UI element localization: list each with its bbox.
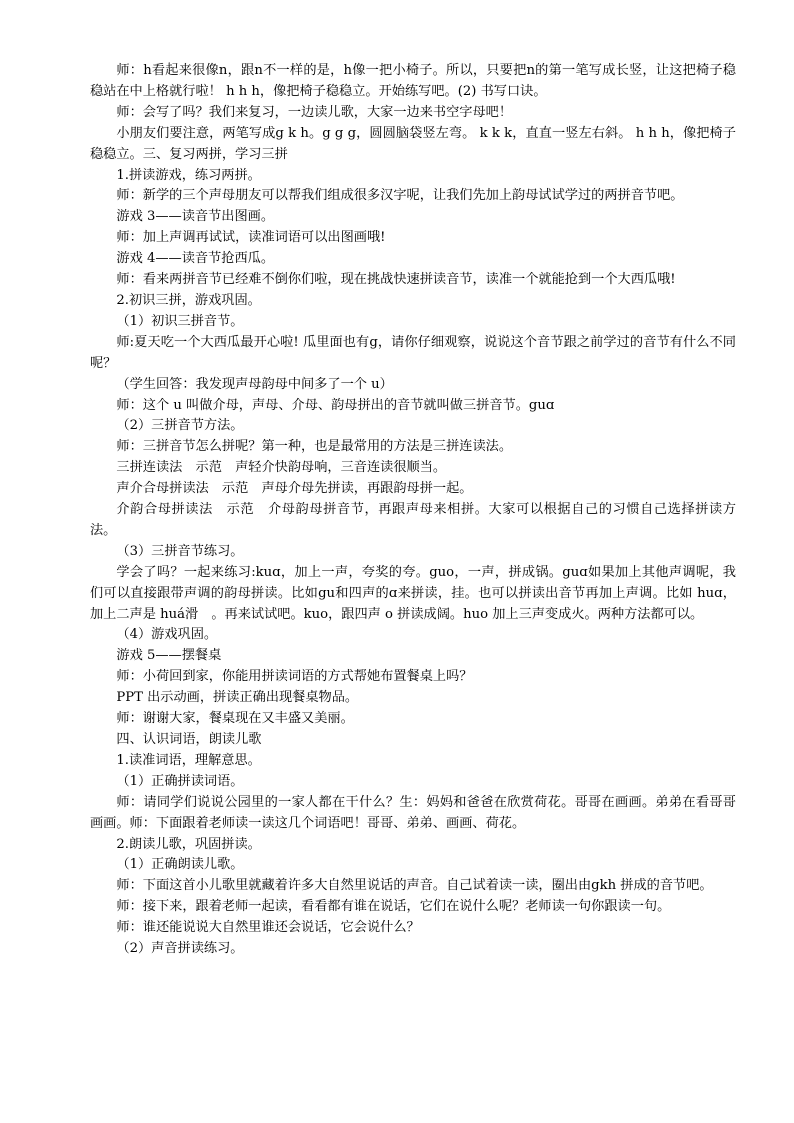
paragraph-review: 师：会写了吗？我们来复习，一边读儿歌，大家一边来书空字母吧！ <box>116 104 513 120</box>
paragraph-medial: 师：这个 u 叫做介母，声母、介母、韵母拼出的音节就叫做三拼音节。guɑ <box>116 397 555 413</box>
paragraph-game-4: 游戏 4——读音节抢西瓜。 <box>116 251 275 267</box>
paragraph-follow-teacher: 师：接下来，跟着老师一起读，看看都有谁在说话，它们在说什么呢？老师读一句你跟读一句。 <box>116 899 671 915</box>
paragraph-practice: 学会了吗？一起来练习:kuɑ，加上一声，夸奖的夸。guo，一声，拼成锅。guɑ如果加上其他声调呢，我们可以直接跟带声调的韵母拼读。比如gu和四声的ɑ来拼读，挂。也可以拼读出音节再加上声调。比如 huɑ，加上二声是 huá滑 。再来试试吧。kuo，跟四声 o 拼读成阔。huo 加上三声变成火。两种方法都可以。 <box>90 564 736 622</box>
paragraph-sub-sound-practice: （2）声音拼读练习。 <box>116 941 244 957</box>
paragraph-sub-read-song: （1）正确朗读儿歌。 <box>116 857 244 873</box>
paragraph-summer: 师:夏天吃一个大西瓜最开心啦! 瓜里面也有g，请你仔细观察，说说这个音节跟之前学过的音节有什么不同呢？ <box>90 334 736 371</box>
paragraph-sub-1: （1）初识三拼音节。 <box>116 313 244 329</box>
paragraph-read-song: 2.朗读儿歌，巩固拼读。 <box>116 836 261 852</box>
paragraph-section-1: 1.拼读游戏，练习两拼。 <box>116 167 261 183</box>
document-body <box>90 61 736 960</box>
paragraph-h-writing: 师：h看起来很像n，跟n不一样的是，h像一把小椅子。所以，只要把n的第一笔写成长竖，让这把椅子稳稳站在中上格就行啦！ h h h，像把椅子稳稳立。开始练写吧。(2) 书写口诀。 <box>90 63 736 99</box>
paragraph-method-1: 三拼连读法 示范 声轻介快韵母响，三音连读很顺当。 <box>116 460 447 476</box>
paragraph-ppt: PPT 出示动画，拼读正确出现餐桌物品。 <box>116 690 359 706</box>
paragraph-method-2: 声介合母拼读法 示范 声母介母先拼读，再跟韵母拼一起。 <box>116 481 473 497</box>
paragraph-read-words: 1.读准词语，理解意思。 <box>116 752 261 768</box>
paragraph-add-tone: 师：加上声调再试试，读准词语可以出图画哦! <box>116 230 386 246</box>
paragraph-section-4: 四、认识词语，朗读儿歌 <box>116 732 262 747</box>
paragraph-watermelon: 师：看来两拼音节已经难不倒你们啦，现在挑战快速拼读音节，读准一个就能抢到一个大西瓜哦! <box>116 272 676 288</box>
paragraph-game-5: 游戏 5——摆餐桌 <box>116 648 222 664</box>
paragraph-game-3: 游戏 3——读音节出图画。 <box>116 209 275 225</box>
paragraph-writing-rhyme: 小朋友们要注意，两笔写成g k h。g g g，圆圆脑袋竖左弯。 k k k，直直一竖左右斜。 h h h，像把椅子稳稳立。三、复习两拼，学习三拼 <box>90 125 736 162</box>
paragraph-sub-2: （2）三拼音节方法。 <box>116 418 244 434</box>
paragraph-thanks: 师：谢谢大家，餐桌现在又丰盛又美丽。 <box>116 711 354 727</box>
paragraph-section-2: 2.初识三拼，游戏巩固。 <box>116 292 261 308</box>
paragraph-method-3: 介韵合母拼读法 示范 介母韵母拼音节，再跟声母来相拼。大家可以根据自己的习惯自己选择拼读方法。 <box>90 502 736 538</box>
paragraph-method-intro: 师：三拼音节怎么拼呢？第一种，也是最常用的方法是三拼连读法。 <box>116 439 513 455</box>
paragraph-nature-voices: 师：下面这首小儿歌里就藏着许多大自然里说话的声音。自己试着读一读，圈出由gkh 拼成的音节吧。 <box>116 878 713 894</box>
paragraph-sub-3: （3）三拼音节练习。 <box>116 543 244 559</box>
paragraph-sub-correct: （1）正确拼读词语。 <box>116 773 244 789</box>
paragraph-park-family: 师：请同学们说说公园里的一家人都在干什么？生：妈妈和爸爸在欣赏荷花。哥哥在画画。弟弟在看哥哥画画。师：下面跟着老师读一读这几个词语吧！哥哥、弟弟、画画、荷花。 <box>90 794 736 831</box>
paragraph-student-answer: （学生回答：我发现声母韵母中间多了一个 u） <box>116 376 393 392</box>
paragraph-sub-4: （4）游戏巩固。 <box>116 627 218 643</box>
paragraph-xiaohe: 师：小荷回到家，你能用拼读词语的方式帮她布置餐桌上吗？ <box>116 669 473 685</box>
paragraph-two-syllable: 师：新学的三个声母朋友可以帮我们组成很多汉字呢，让我们先加上韵母试试学过的两拼音节吧。 <box>116 188 684 204</box>
paragraph-who-else: 师：谁还能说说大自然里谁还会说话，它会说什么？ <box>116 920 420 936</box>
